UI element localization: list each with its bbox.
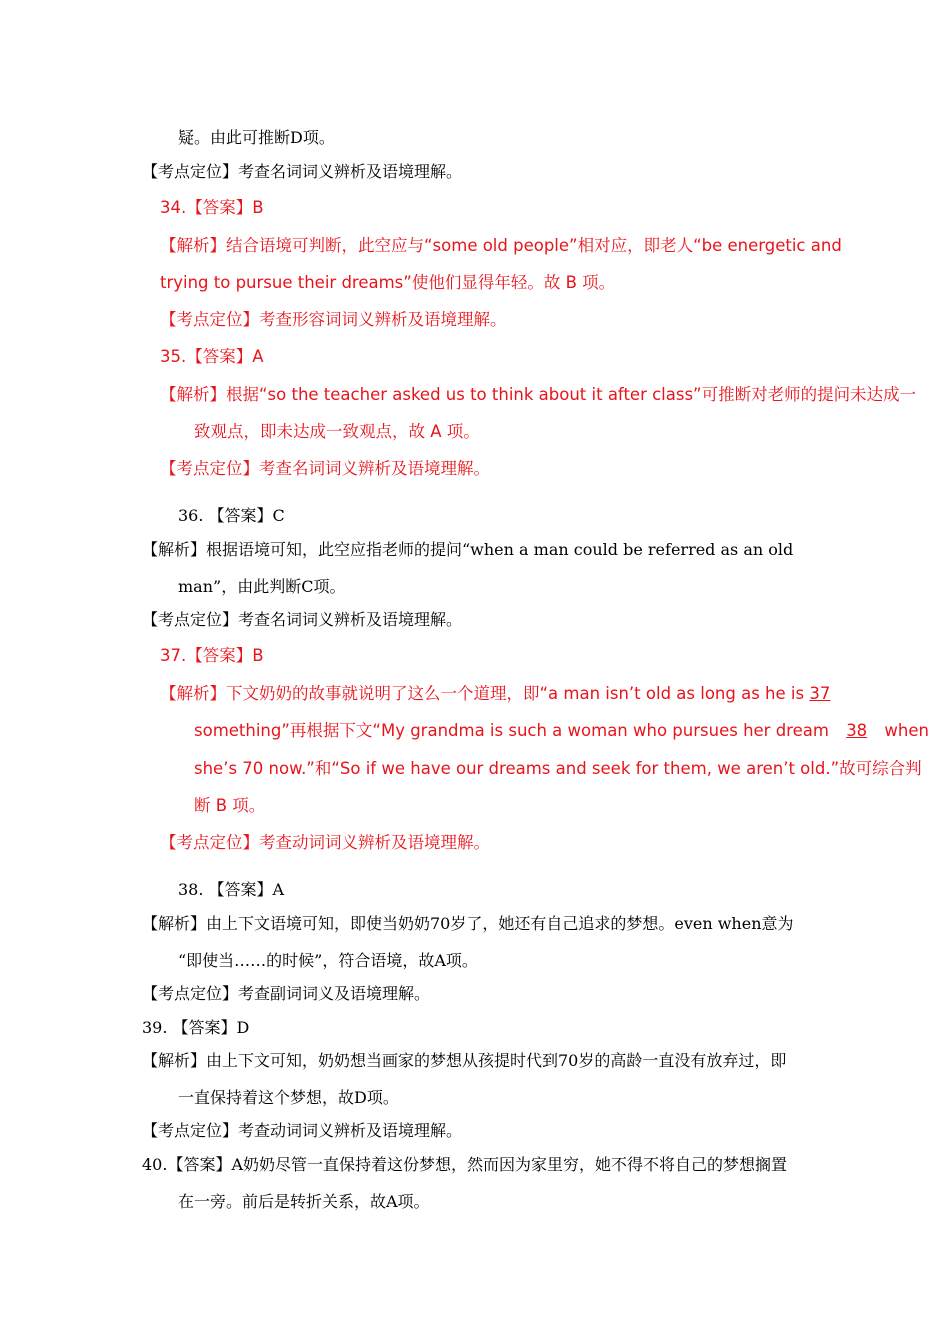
blank-number: 38 — [846, 721, 868, 740]
answer-line: 致观点，即未达成一致观点，故 A 项。 — [194, 422, 480, 441]
answer-line: 【考点定位】考查形容词词义辨析及语境理解。 — [160, 310, 507, 329]
answer-line: 【解析】根据“so the teacher asked us to think about it after class”可推断对老师的提问未达成一 — [160, 385, 917, 404]
text-line: 【考点定位】考查名词词义辨析及语境理解。 — [142, 610, 463, 629]
answer-line — [194, 721, 929, 741]
answer-heading: 36. 【答案】C — [178, 506, 285, 525]
answer-heading: 39. 【答案】D — [142, 1018, 250, 1037]
text-line: “即使当……的时候”，符合语境，故A项。 — [178, 951, 478, 970]
answer-heading: 35.【答案】A — [160, 347, 264, 366]
text-line: 【解析】由上下文语境可知，即使当奶奶70岁了，她还有自己追求的梦想。even when意为 — [142, 914, 794, 933]
answer-text: when — [879, 721, 929, 740]
answer-line: 【考点定位】考查名词词义辨析及语境理解。 — [160, 459, 490, 478]
answer-line: 【考点定位】考查动词词义辨析及语境理解。 — [160, 833, 490, 852]
answer-text: 【解析】下文奶奶的故事就说明了这么一个道理，即“a man isn’t old as long as he is — [160, 684, 810, 703]
answer-heading: 38. 【答案】A — [178, 880, 285, 899]
text-line: 一直保持着这个梦想，故D项。 — [178, 1088, 399, 1107]
answer-heading: 34.【答案】B — [160, 198, 264, 217]
text-line: 在一旁。前后是转折关系，故A项。 — [178, 1192, 430, 1211]
text-line: 【考点定位】考查动词词义辨析及语境理解。 — [142, 1121, 463, 1140]
answer-line — [160, 684, 830, 704]
text-line: 【考点定位】考查副词词义及语境理解。 — [142, 984, 431, 1003]
text-line: 【解析】由上下文可知，奶奶想当画家的梦想从孩提时代到70岁的高龄一直没有放弃过，即 — [142, 1051, 787, 1070]
text-line: man”，由此判断C项。 — [178, 577, 346, 596]
answer-text: something”再根据下文“My grandma is such a woman who pursues her dream — [194, 721, 835, 740]
text-line: 【考点定位】考查名词词义辨析及语境理解。 — [142, 162, 463, 181]
blank-number: 37 — [809, 684, 831, 703]
answer-line: 断 B 项。 — [194, 796, 266, 815]
answer-line: 【解析】结合语境可判断，此空应与“some old people”相对应，即老人“be energetic and — [160, 236, 842, 255]
answer-heading: 37.【答案】B — [160, 646, 264, 665]
answer-heading: 40.【答案】A奶奶尽管一直保持着这份梦想，然而因为家里穷，她不得不将自己的梦想搁置 — [142, 1155, 788, 1174]
answer-line: trying to pursue their dreams”使他们显得年轻。故 B 项。 — [160, 273, 616, 292]
answer-line: she’s 70 now.”和“So if we have our dreams and seek for them, we aren’t old.”故可综合判 — [194, 759, 922, 778]
text-line: 疑。由此可推断D项。 — [178, 128, 335, 147]
text-line: 【解析】根据语境可知，此空应指老师的提问“when a man could be referred as an old — [142, 540, 794, 559]
